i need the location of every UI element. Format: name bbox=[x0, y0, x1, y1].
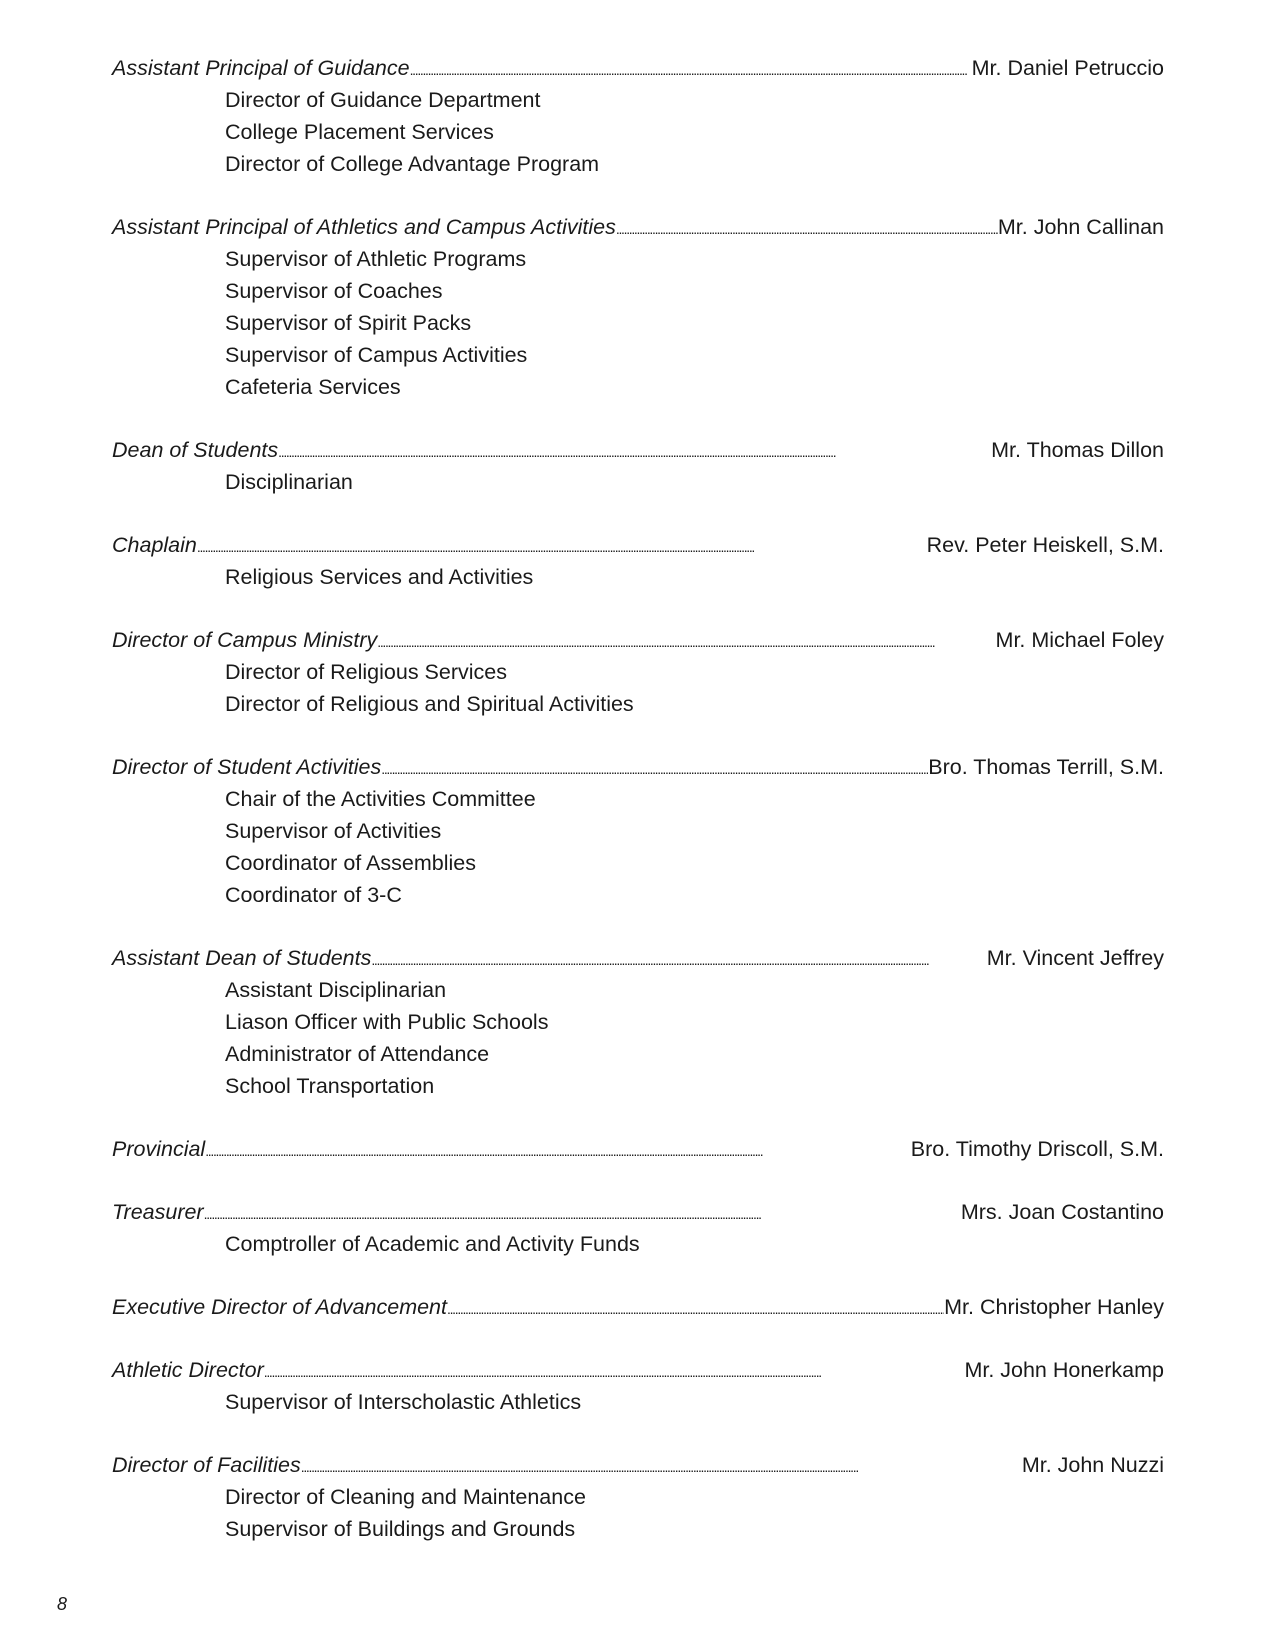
person-name: Mr. John Nuzzi bbox=[1021, 1453, 1164, 1477]
page-number: 8 bbox=[57, 1594, 68, 1614]
dot-leader bbox=[616, 211, 998, 245]
role-title: Assistant Principal of Guidance bbox=[112, 56, 410, 80]
duty-list bbox=[112, 1386, 1164, 1418]
duty-item: Disciplinarian bbox=[225, 470, 353, 494]
staff-directory bbox=[112, 52, 1164, 1576]
duty-list bbox=[112, 1228, 1164, 1260]
duty-item: Assistant Disciplinarian bbox=[225, 978, 447, 1002]
person-name: Mr. John Honerkamp bbox=[964, 1358, 1164, 1382]
duty-item: Supervisor of Coaches bbox=[225, 279, 443, 303]
dot-leader bbox=[381, 751, 928, 785]
duty-item: Director of Religious and Spiritual Activities bbox=[225, 692, 634, 716]
entry-line bbox=[112, 529, 1164, 561]
duty-item: Supervisor of Activities bbox=[225, 819, 442, 843]
dot-leader bbox=[377, 624, 995, 658]
directory-entry bbox=[112, 1291, 1164, 1323]
role-title: Director of Student Activities bbox=[112, 755, 382, 779]
person-name: Mr. Thomas Dillon bbox=[991, 438, 1164, 462]
dot-leader bbox=[205, 1133, 911, 1167]
role-title: Athletic Director bbox=[112, 1358, 264, 1382]
dot-leader bbox=[197, 529, 927, 563]
person-name: Mr. Daniel Petruccio bbox=[971, 56, 1164, 80]
role-title: Dean of Students bbox=[112, 438, 279, 462]
duty-item: Director of College Advantage Program bbox=[225, 152, 600, 176]
role-title: Director of Campus Ministry bbox=[112, 628, 378, 652]
person-name: Mr. Christopher Hanley bbox=[944, 1295, 1164, 1319]
duty-list bbox=[112, 783, 1164, 911]
duty-item: College Placement Services bbox=[225, 120, 494, 144]
duty-item: School Transportation bbox=[225, 1074, 435, 1098]
duty-list bbox=[112, 656, 1164, 720]
role-title: Provincial bbox=[112, 1137, 206, 1161]
duty-item: Supervisor of Athletic Programs bbox=[225, 247, 527, 271]
directory-entry bbox=[112, 1196, 1164, 1260]
directory-entry bbox=[112, 434, 1164, 498]
person-name: Bro. Thomas Terrill, S.M. bbox=[928, 755, 1164, 779]
directory-entry bbox=[112, 529, 1164, 593]
entry-line bbox=[112, 52, 1164, 84]
role-title: Chaplain bbox=[112, 533, 197, 557]
duty-item: Coordinator of 3-C bbox=[225, 883, 402, 907]
entry-line bbox=[112, 942, 1164, 974]
person-name: Mr. Michael Foley bbox=[995, 628, 1164, 652]
duty-item: Supervisor of Spirit Packs bbox=[225, 311, 472, 335]
entry-line bbox=[112, 1291, 1164, 1323]
duty-item: Supervisor of Interscholastic Athletics bbox=[225, 1390, 582, 1414]
entry-line bbox=[112, 1133, 1164, 1165]
duty-item: Religious Services and Activities bbox=[225, 565, 534, 589]
dot-leader bbox=[278, 434, 991, 468]
role-title: Assistant Dean of Students bbox=[112, 946, 372, 970]
duty-item: Liason Officer with Public Schools bbox=[225, 1010, 549, 1034]
duty-item: Cafeteria Services bbox=[225, 375, 401, 399]
directory-entry bbox=[112, 211, 1164, 403]
directory-entry bbox=[112, 751, 1164, 911]
duty-item: Supervisor of Buildings and Grounds bbox=[225, 1517, 576, 1541]
duty-item: Director of Religious Services bbox=[225, 660, 507, 684]
duty-list bbox=[112, 561, 1164, 593]
directory-entry bbox=[112, 1354, 1164, 1418]
duty-item: Supervisor of Campus Activities bbox=[225, 343, 528, 367]
duty-item: Director of Cleaning and Maintenance bbox=[225, 1485, 586, 1509]
role-title: Director of Facilities bbox=[112, 1453, 301, 1477]
entry-line bbox=[112, 1449, 1164, 1481]
dot-leader bbox=[410, 52, 972, 86]
dot-leader bbox=[371, 942, 986, 976]
duty-list bbox=[112, 1481, 1164, 1545]
role-title: Assistant Principal of Athletics and Campus Activities bbox=[112, 215, 616, 239]
duty-item: Director of Guidance Department bbox=[225, 88, 541, 112]
duty-list bbox=[112, 84, 1164, 180]
dot-leader bbox=[204, 1196, 961, 1230]
directory-entry bbox=[112, 624, 1164, 720]
entry-line bbox=[112, 211, 1164, 243]
entry-line bbox=[112, 751, 1164, 783]
duty-item: Administrator of Attendance bbox=[225, 1042, 490, 1066]
person-name: Rev. Peter Heiskell, S.M. bbox=[926, 533, 1164, 557]
role-title: Executive Director of Advancement bbox=[112, 1295, 447, 1319]
directory-entry bbox=[112, 1133, 1164, 1165]
person-name: Mr. John Callinan bbox=[997, 215, 1164, 239]
dot-leader bbox=[264, 1354, 965, 1388]
duty-item: Comptroller of Academic and Activity Funds bbox=[225, 1232, 640, 1256]
directory-entry bbox=[112, 52, 1164, 180]
dot-leader bbox=[447, 1291, 944, 1325]
entry-line bbox=[112, 1354, 1164, 1386]
person-name: Mrs. Joan Costantino bbox=[960, 1200, 1164, 1224]
duty-list bbox=[112, 243, 1164, 403]
duty-item: Coordinator of Assemblies bbox=[225, 851, 476, 875]
duty-list bbox=[112, 466, 1164, 498]
duty-item: Chair of the Activities Committee bbox=[225, 787, 536, 811]
directory-entry bbox=[112, 1449, 1164, 1545]
person-name: Mr. Vincent Jeffrey bbox=[986, 946, 1164, 970]
duty-list bbox=[112, 974, 1164, 1102]
entry-line bbox=[112, 434, 1164, 466]
person-name: Bro. Timothy Driscoll, S.M. bbox=[910, 1137, 1164, 1161]
directory-entry bbox=[112, 942, 1164, 1102]
role-title: Treasurer bbox=[112, 1200, 204, 1224]
entry-line bbox=[112, 1196, 1164, 1228]
entry-line bbox=[112, 624, 1164, 656]
dot-leader bbox=[301, 1449, 1022, 1483]
